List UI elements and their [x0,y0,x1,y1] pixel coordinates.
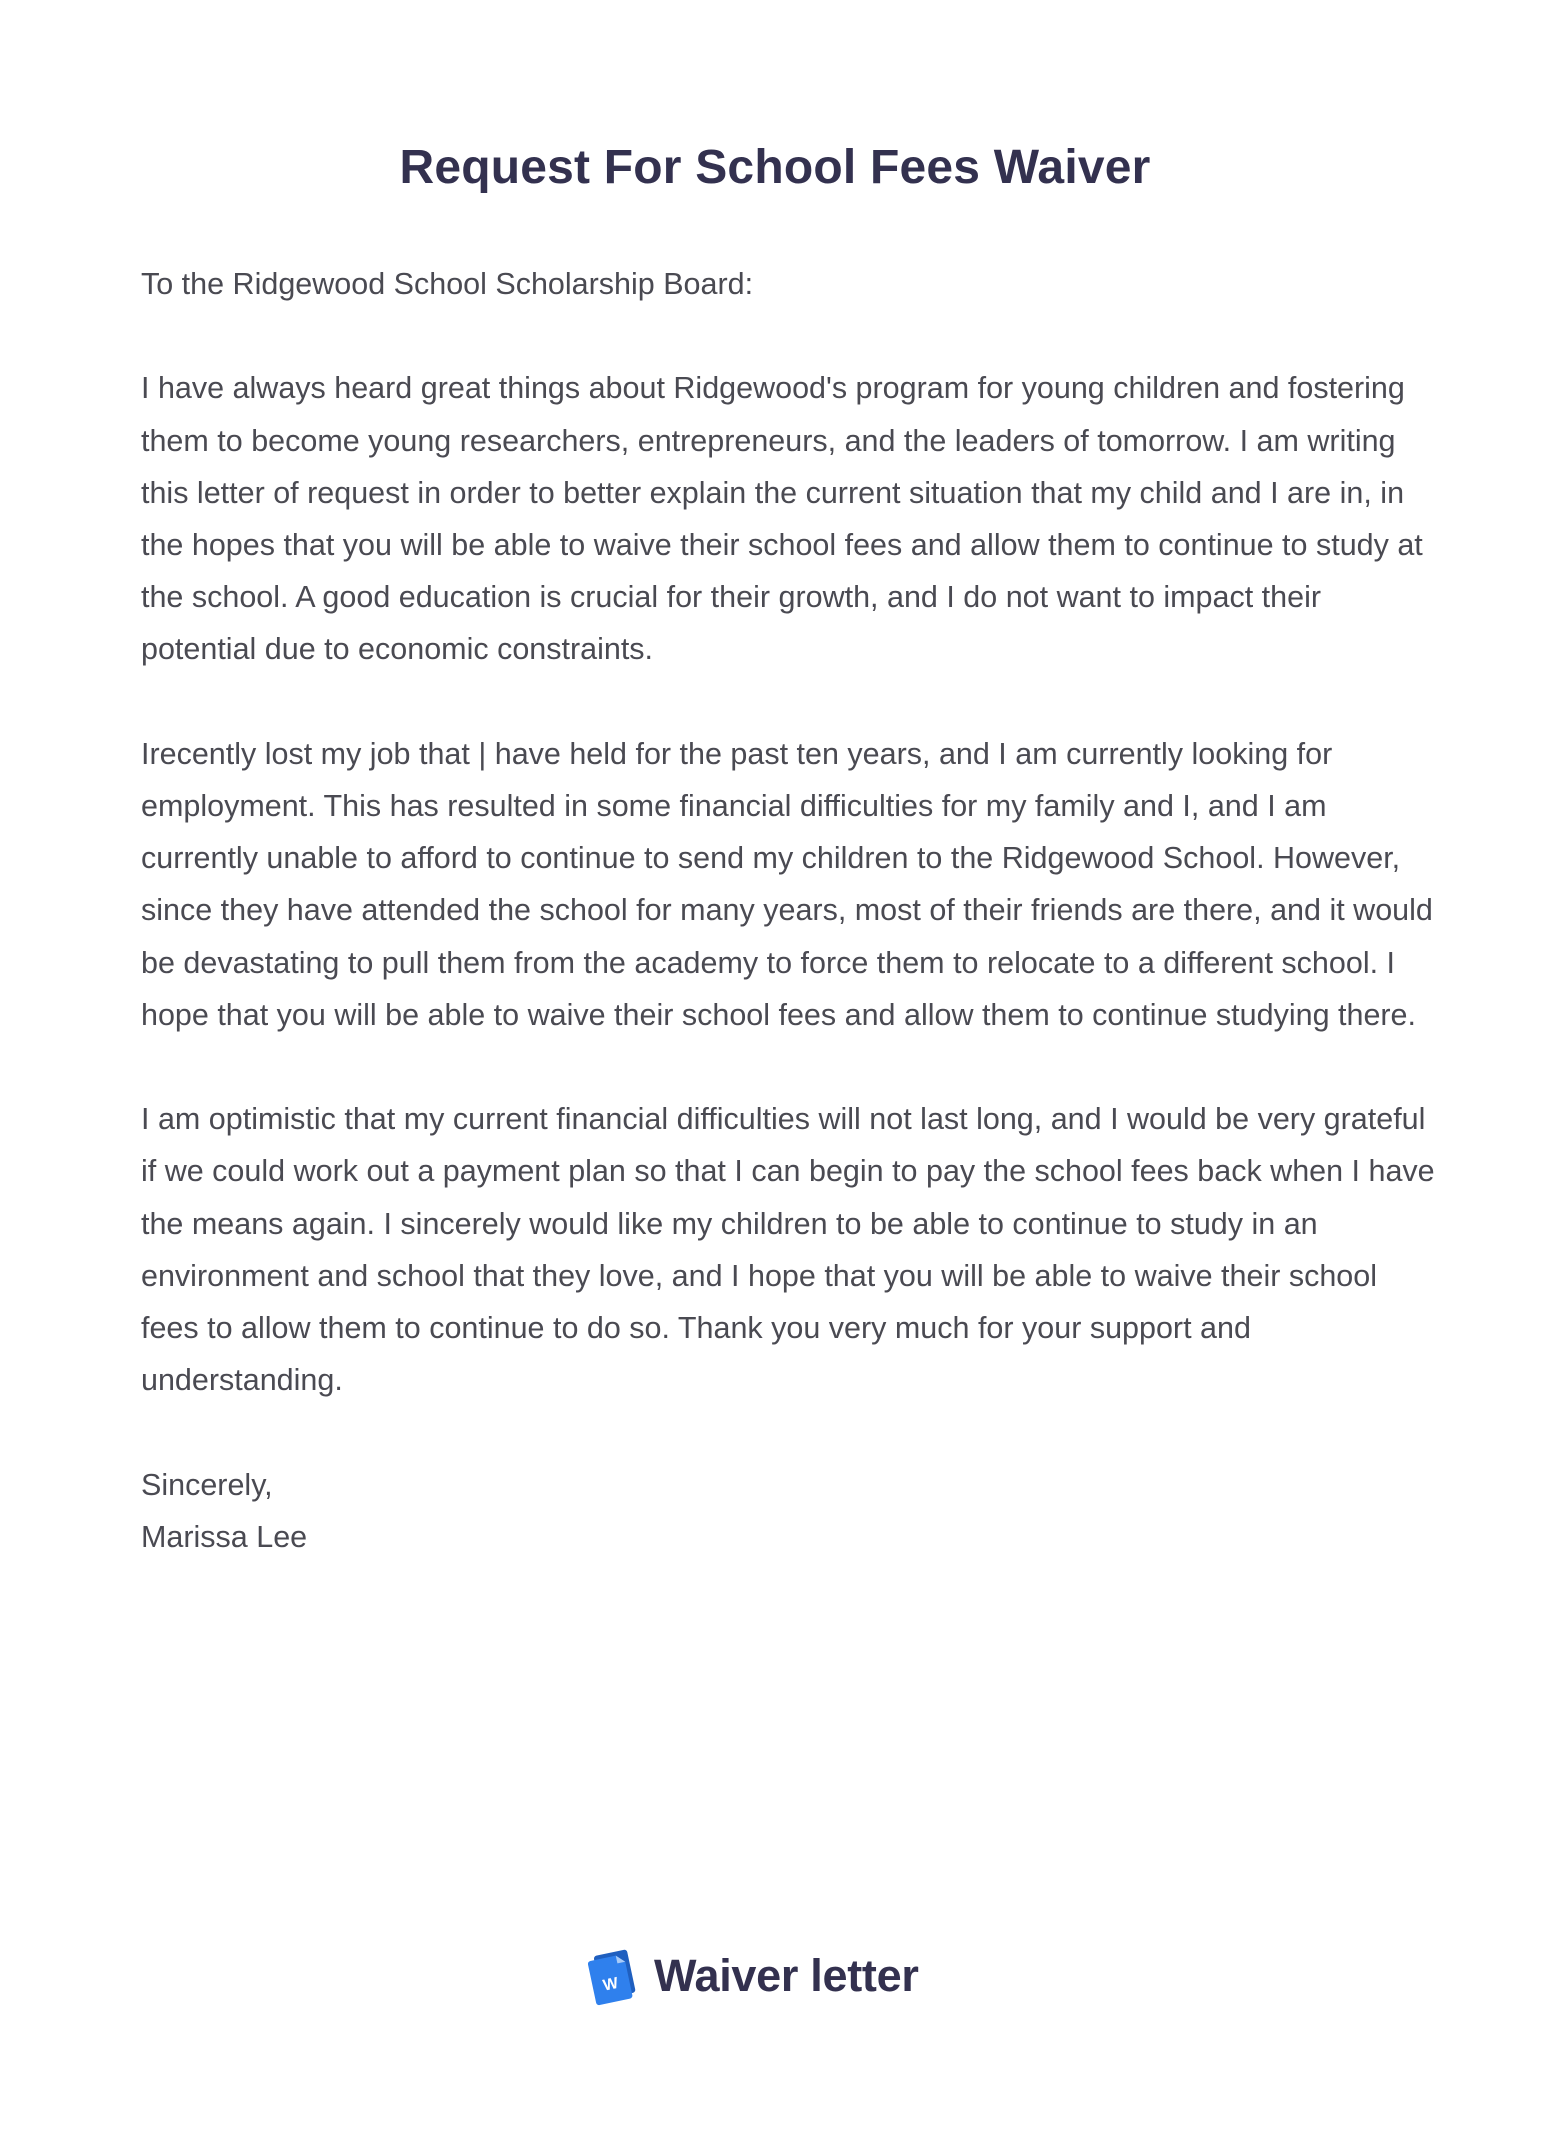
paragraph-1: I have always heard great things about Ridgewood's program for young children and fostering them to become young researchers, entrepreneurs, and the leaders of tomorrow. I am writing this letter of request in order to better explain the current situation that my child and I are in, in the hopes that you will be able to waive their school fees and allow them to continue to study at the school. A good education is crucial for their growth, and I do not want to impact their potential due to economic constraints. [141,371,1423,667]
paragraph-2: Irecently lost my job that | have held for the past ten years, and I am currently looking for employment. This has resulted in some financial difficulties for my family and I, and I am currently unable to afford to continue to send my children to the Ridgewood School. However, since they have attended the school for many years, most of their friends are there, and it would be devastating to pull them from the academy to force them to relocate to a different school. I hope that you will be able to waive their school fees and allow them to continue studying there. [141,736,1433,1032]
closing: Sincerely, [141,1467,273,1502]
salutation: To the Ridgewood School Scholarship Board: [141,267,754,301]
letter-body [141,258,1441,1563]
document-w-icon [588,1944,644,2008]
icon-letter: W [601,1974,620,1995]
page-title: Request For School Fees Waiver [399,141,1151,194]
brand-logo [588,1944,919,2008]
paragraph-3: I am optimistic that my current financial difficulties will not last long, and I would be very grateful if we could work out a payment plan so that I can begin to pay the school fees back when I have the means again. I sincerely would like my children to be able to continue to study in an environment and school that they love, and I hope that you will be able to waive their school fees to allow them to continue to do so. Thank you very much for your support and understanding. [141,1102,1435,1398]
brand-name: Waiver letter [654,1950,919,2001]
signature: Marissa Lee [141,1519,308,1554]
